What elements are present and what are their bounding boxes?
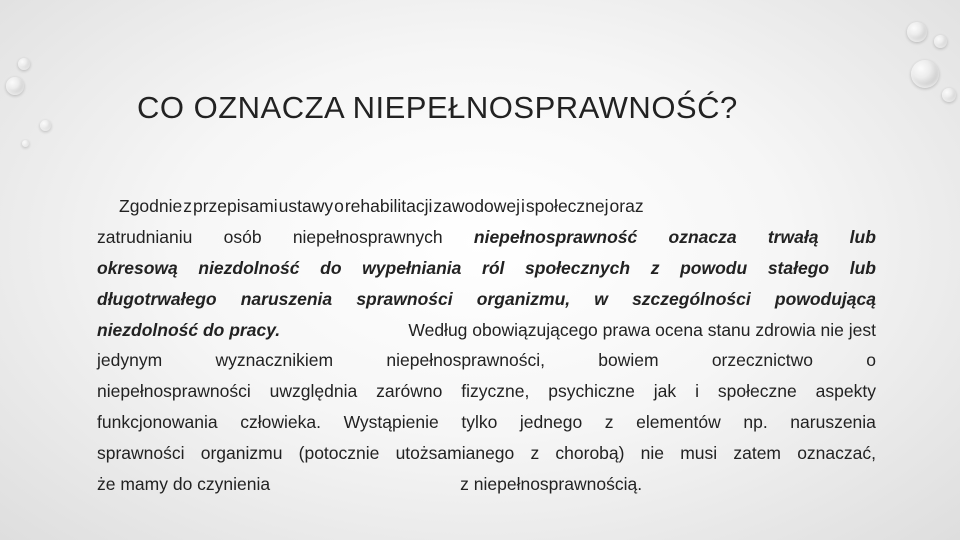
word: niepełnosprawności,: [386, 350, 545, 371]
slide-body-text: [97, 191, 876, 500]
water-drop-decoration: [18, 58, 30, 70]
word: uwzględnia: [269, 381, 358, 402]
word: w: [594, 288, 608, 309]
word: okresową: [97, 257, 178, 278]
word: musi: [680, 443, 718, 464]
word: aspekty: [815, 381, 876, 402]
word: jednego: [519, 412, 583, 433]
word: społecznej: [525, 196, 609, 216]
word: osób: [223, 226, 262, 247]
word: do: [320, 257, 342, 278]
word: oznaczać,: [797, 443, 876, 464]
word: szczególności: [632, 288, 751, 309]
word: lub: [849, 257, 876, 278]
word: funkcjonowania: [97, 412, 218, 433]
emphasized-phrase: niezdolność do pracy.: [97, 319, 281, 340]
word: jedynym: [97, 350, 163, 371]
word: bowiem: [598, 350, 659, 371]
text-line: [97, 222, 876, 253]
word: zawodowej: [433, 196, 520, 216]
sentence-text: Według obowiązującego prawa ocena stanu zdrowia nie jest: [408, 319, 876, 340]
slide-title: CO OZNACZA NIEPEŁNOSPRAWNOŚĆ?: [137, 90, 738, 125]
text-line: [97, 469, 876, 500]
water-drop-decoration: [907, 22, 927, 42]
word: wyznacznikiem: [215, 350, 334, 371]
text-line: [97, 315, 876, 346]
word: naruszenia: [240, 288, 333, 309]
word: przepisami: [193, 196, 278, 216]
word: niepełnosprawnych: [292, 226, 443, 247]
word: sprawności: [356, 288, 453, 309]
text-gap: [270, 469, 460, 500]
word: elementów: [636, 412, 721, 433]
word: z: [650, 257, 660, 278]
text-line: [97, 438, 876, 469]
word: Zgodnie: [119, 196, 183, 216]
word: z: [604, 412, 614, 433]
word: niepełnosprawności: [97, 381, 251, 402]
word: ustawy: [278, 196, 334, 216]
text-line: [97, 191, 876, 222]
word: człowieka.: [240, 412, 321, 433]
sentence-text: z niepełnosprawnością.: [460, 474, 643, 495]
word: (potocznie: [298, 443, 380, 464]
word: zatrudnianiu: [97, 226, 193, 247]
word: zarówno: [376, 381, 443, 402]
text-line: [97, 345, 876, 376]
water-drop-decoration: [934, 35, 947, 48]
word: organizmu: [200, 443, 283, 464]
word: stałego: [767, 257, 830, 278]
word: zatem: [733, 443, 782, 464]
word: powodu: [680, 257, 748, 278]
word: chorobą): [555, 443, 625, 464]
word: fizyczne,: [461, 381, 530, 402]
word: Wystąpienie: [343, 412, 439, 433]
water-drop-decoration: [942, 88, 956, 102]
word: długotrwałego: [97, 288, 217, 309]
word: organizmu,: [476, 288, 571, 309]
emphasized-word: oznacza: [668, 226, 737, 247]
word: społeczne: [717, 381, 797, 402]
word: rehabilitacji: [344, 196, 433, 216]
word: np.: [743, 412, 768, 433]
text-line: [97, 376, 876, 407]
word: o: [334, 196, 344, 216]
text-line: [97, 407, 876, 438]
text-line-emphasized: [97, 253, 876, 284]
word: oraz: [609, 196, 644, 216]
word: powodującą: [774, 288, 876, 309]
word: tylko: [461, 412, 498, 433]
word: ról: [482, 257, 505, 278]
text-line-emphasized: [97, 284, 876, 315]
word: i: [520, 196, 525, 216]
emphasized-word: lub: [849, 226, 876, 247]
word: naruszenia: [790, 412, 876, 433]
word: psychiczne: [548, 381, 635, 402]
water-drop-decoration: [911, 60, 939, 88]
word: z: [530, 443, 540, 464]
word: wypełniania: [362, 257, 462, 278]
sentence-text: że mamy do czynienia: [97, 474, 271, 495]
water-drop-decoration: [40, 120, 51, 131]
emphasized-word: niepełnosprawność: [473, 226, 638, 247]
word: z: [183, 196, 192, 216]
word: społecznych: [525, 257, 631, 278]
word: o: [866, 350, 876, 371]
word: i: [695, 381, 699, 402]
water-drop-decoration: [6, 77, 24, 95]
word: nie: [640, 443, 665, 464]
word: utożsamianego: [395, 443, 515, 464]
water-drop-decoration: [22, 140, 29, 147]
emphasized-word: trwałą: [767, 226, 819, 247]
word: orzecznictwo: [711, 350, 813, 371]
word: jak: [653, 381, 677, 402]
word: sprawności: [97, 443, 185, 464]
word: niezdolność: [198, 257, 300, 278]
